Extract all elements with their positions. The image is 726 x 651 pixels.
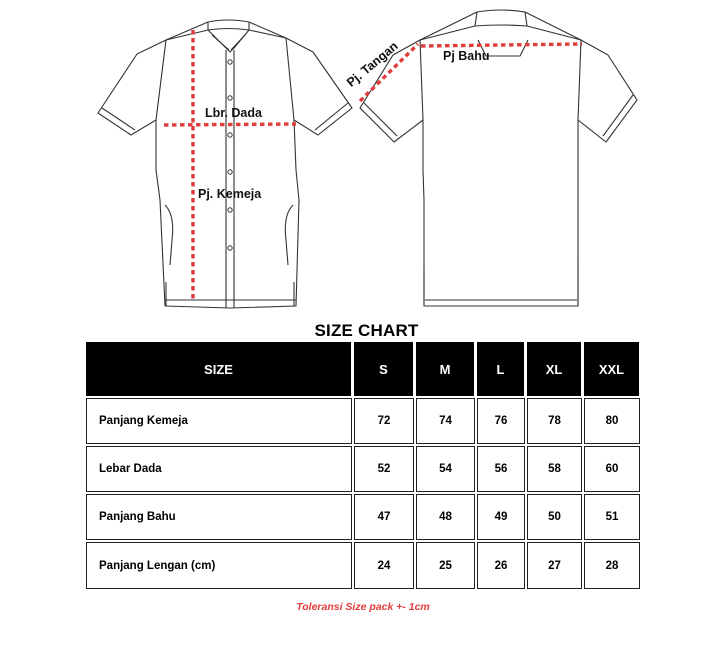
table-cell: 26 bbox=[477, 542, 525, 589]
table-cell: 56 bbox=[477, 446, 525, 492]
table-cell: 80 bbox=[584, 398, 640, 444]
header-xl: XL bbox=[527, 342, 581, 396]
row-label: Panjang Bahu bbox=[86, 494, 352, 540]
front-shirt-drawing bbox=[98, 20, 352, 308]
label-lbr-dada: Lbr. Dada bbox=[205, 106, 262, 120]
label-pj-tangan: Pj. Tangan bbox=[344, 38, 401, 90]
header-l: L bbox=[477, 342, 524, 396]
header-s: S bbox=[354, 342, 413, 396]
table-cell: 48 bbox=[416, 494, 475, 540]
table-cell: 76 bbox=[477, 398, 525, 444]
table-cell: 47 bbox=[354, 494, 414, 540]
row-label: Panjang Lengan (cm) bbox=[86, 542, 352, 589]
table-cell: 24 bbox=[354, 542, 414, 589]
tolerance-note: Toleransi Size pack +- 1cm bbox=[296, 601, 430, 613]
table-cell: 72 bbox=[354, 398, 414, 444]
table-cell: 74 bbox=[416, 398, 475, 444]
shirt-diagram bbox=[0, 0, 726, 320]
chest-measure-line bbox=[164, 124, 296, 125]
header-m: M bbox=[416, 342, 474, 396]
table-cell: 27 bbox=[527, 542, 582, 589]
front-buttons bbox=[228, 60, 232, 250]
header-xxl: XXL bbox=[584, 342, 639, 396]
size-chart-title: SIZE CHART bbox=[314, 321, 419, 340]
label-pj-kemeja: Pj. Kemeja bbox=[198, 187, 262, 201]
table-cell: 49 bbox=[477, 494, 525, 540]
table-cell: 58 bbox=[527, 446, 582, 492]
table-cell: 78 bbox=[527, 398, 582, 444]
table-cell: 52 bbox=[354, 446, 414, 492]
back-shirt-drawing bbox=[360, 10, 637, 306]
table-cell: 28 bbox=[584, 542, 640, 589]
table-cell: 60 bbox=[584, 446, 640, 492]
shoulder-measure-line bbox=[421, 44, 582, 46]
table-cell: 54 bbox=[416, 446, 475, 492]
row-label: Panjang Kemeja bbox=[86, 398, 352, 444]
row-label: Lebar Dada bbox=[86, 446, 352, 492]
table-cell: 25 bbox=[416, 542, 475, 589]
table-cell: 50 bbox=[527, 494, 582, 540]
header-size: SIZE bbox=[86, 342, 351, 396]
label-pj-bahu: Pj Bahu bbox=[443, 49, 490, 63]
table-cell: 51 bbox=[584, 494, 640, 540]
